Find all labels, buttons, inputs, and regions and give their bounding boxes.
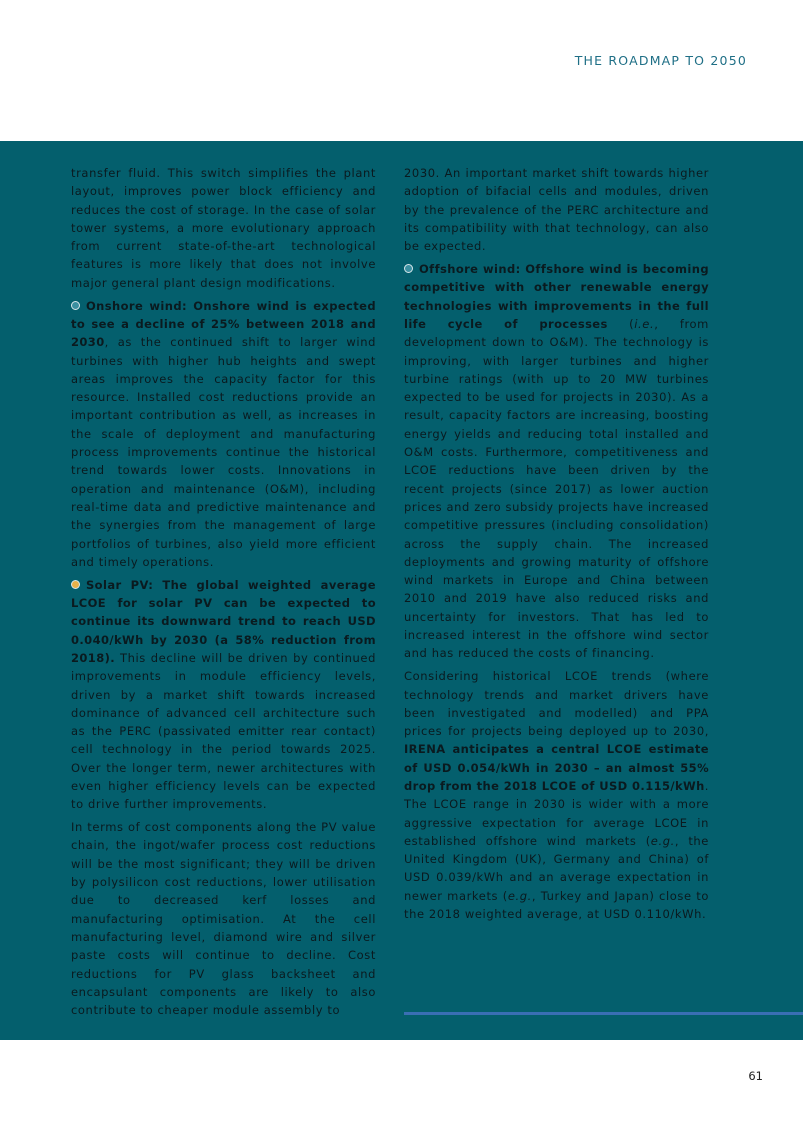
paragraph-lcoe-estimate: Considering historical LCOE trends (where technology trends and market drivers have been investigated and modelled) and PPA prices for projects being deployed up to 2030, IRENA anticipates a central LCOE estimate of USD 0.054/kWh in 2030 – an almost 55% drop from the 2018 LCOE of USD 0.115/kWh. The LCOE range in 2030 is wider with a more aggressive expectation for average LCOE in established offshore wind markets (e.g., the United Kingdom (UK), Germany and China) of USD 0.039/kWh and an average expectation in newer markets (e.g., Turkey and Japan) close to the 2018 weighted average, at USD 0.110/kWh. — [404, 669, 709, 922]
lcoe-estimate-highlight: IRENA anticipates a central LCOE estimate of USD 0.054/kWh in 2030 – an almost 55% drop from the 2018 LCOE of USD 0.115/kWh — [404, 742, 709, 793]
onshore-heading: Onshore wind: Onshore wind is expected to see a decline of 25% between 2018 and 2030 — [71, 298, 376, 350]
wind-bullet-icon — [404, 264, 413, 273]
solar-bullet-icon — [71, 580, 80, 589]
paragraph-pv-continued: 2030. An important market shift towards higher adoption of bifacial cells and modules, driven by the prevalence of the PERC architecture and its compatibility with that technology, can also be expected. — [404, 166, 709, 254]
accent-rule — [404, 1012, 803, 1015]
paragraph-solar-pv — [71, 576, 376, 814]
paragraph-pv-cost-components: In terms of cost components along the PV value chain, the ingot/wafer process cost reductions will be the most significant; they will be driven by polysilicon cost reductions, lower utilisation due to decreased kerf losses and manufacturing optimisation. At the cell manufacturing level, diamond wire and silver paste costs will continue to decline. Cost reductions for PV glass backsheet and encapsulant components are likely to also contribute to cheaper module assembly to — [71, 820, 376, 1018]
solar-body: This decline will be driven by continued improvements in module efficiency levels, driven by a market shift towards increased dominance of advanced cell architecture such as the PERC (passivated emitter rear contact) cell technology in the period towards 2025. Over the longer term, newer architectures with even higher efficiency levels can be expected to drive further improvements. — [71, 650, 376, 812]
header-title: THE ROADMAP TO 2050 — [574, 53, 747, 68]
wind-bullet-icon — [71, 301, 80, 310]
paragraph-offshore-wind: Offshore wind: Offshore wind is becoming competitive with other renewable energy technologies with improvements in the full life cycle of processes (i.e., from development down to O&M). The technology is improving, with larger turbines and higher turbine ratings (with up to 20 MW turbines expected to be used for projects in 2030). As a result, capacity factors are increasing, boosting energy yields and reducing total installed and O&M costs. Furthermore, competitiveness and LCOE reductions have been driven by the recent projects (since 2017) as lower auction prices and zero subsidy projects have increased competitive pressures (including consolidation) across the supply chain. The increased deployments and growing maturity of offshore wind markets in Europe and China between 2010 and 2019 have also reduced risks and uncertainty for investors. That has led to increased interest in the offshore wind sector and has reduced the costs of financing. — [404, 262, 709, 661]
offshore-body: , from development down to O&M). The technology is improving, with larger turbines and higher turbine ratings (with up to 20 MW turbines expected to be used for projects in 2030). As a result, capacity factors are increasing, boosting energy yields and reducing total installed and O&M costs. Furthermore, competitiveness and LCOE reductions have been driven by the recent projects (since 2017) as lower auction prices and zero subsidy projects have increased competitive pressures (including consolidation) across the supply chain. The increased deployments and growing maturity of offshore wind markets in Europe and China between 2010 and 2019 have also reduced risks and uncertainty for investors. That has led to increased interest in the offshore wind sector and has reduced the costs of financing. — [404, 316, 709, 661]
offshore-heading: Offshore wind: Offshore wind is becoming competitive with other renewable energy technologies with improvements in the full life cycle of processes — [404, 262, 709, 331]
solar-heading: Solar PV: The global weighted average LCOE for solar PV can be expected to continue its downward trend to reach USD 0.040/kWh by 2030 (a 58% reduction from 2018). — [71, 577, 376, 665]
right-column — [404, 164, 709, 928]
paragraph-csp-continued: transfer fluid. This switch simplifies the plant layout, improves power block efficiency and reduces the cost of storage. In the case of solar tower systems, a more evolutionary approach from current state-of-the-art technological features is more likely that does not involve major general plant design modifications. — [71, 166, 376, 290]
onshore-body: , as the continued shift to larger wind turbines with higher hub heights and swept areas improves the capacity factor for this resource. Installed cost reductions provide an important contribution as well, as increases in the scale of deployment and manufacturing process improvements continue the historical trend towards lower costs. Innovations in operation and maintenance (O&M), including real-time data and predictive maintenance and the synergies from the management of large portfolios of turbines, also yield more efficient and timely operations. — [71, 335, 376, 569]
left-column — [71, 164, 376, 1024]
page-number: 61 — [748, 1069, 763, 1083]
paragraph-onshore-wind — [71, 297, 376, 571]
